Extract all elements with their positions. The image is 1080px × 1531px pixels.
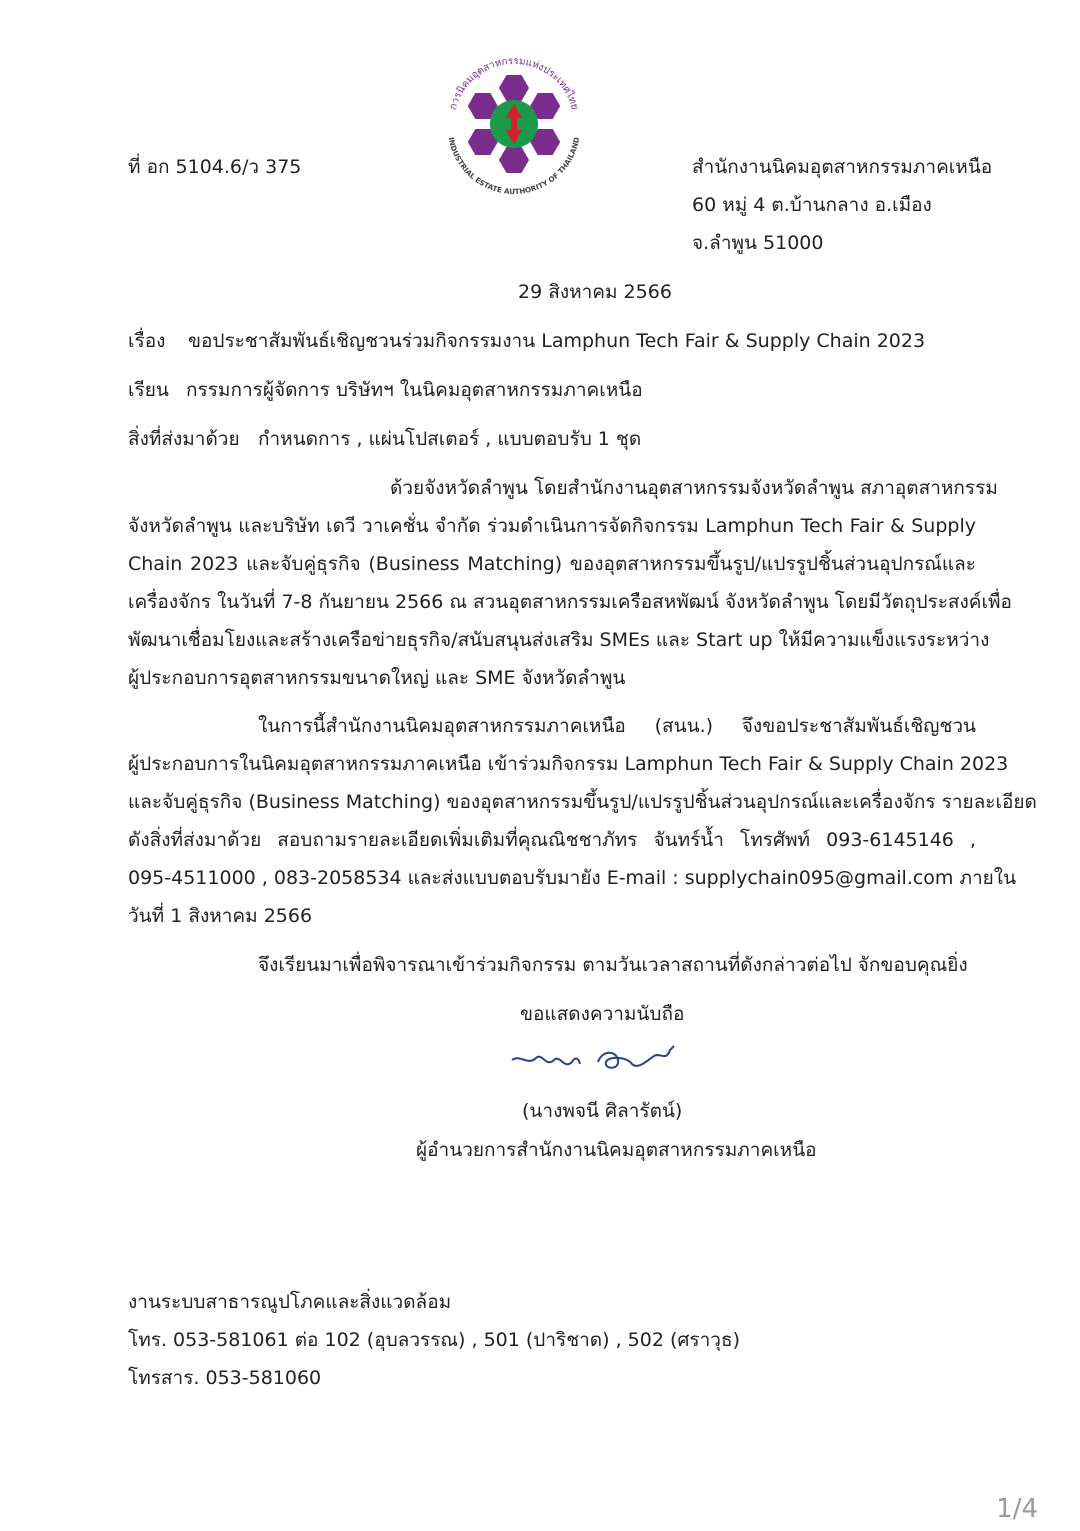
para1-line: พัฒนาเชื่อมโยงและสร้างเครือข่ายธุรกิจ/สนับสนุนส่งเสริม SMEs และ Start up ให้มีความแข็งแรงระหว่าง — [128, 629, 990, 651]
para2-line: ในการนี้สำนักงานนิคมอุตสาหกรรมภาคเหนือ (สนน.) จึงขอประชาสัมพันธ์เชิญชวน — [258, 715, 976, 737]
footer-department: งานระบบสาธารณูปโภคและสิ่งแวดล้อม — [128, 1291, 452, 1313]
para2-line: และจับคู่ธุรกิจ (Business Matching) ของอุตสาหกรรมขึ้นรูป/แปรรูปชิ้นส่วนอุปกรณ์และเครื่องจักร รายละเอียด — [128, 791, 1037, 813]
office-name: สำนักงานนิคมอุตสาหกรรมภาคเหนือ — [692, 156, 993, 178]
logo-text-english: INDUSTRIAL ESTATE AUTHORITY OF THAILAND — [446, 136, 582, 197]
to-label: เรียน — [128, 379, 169, 401]
subject-text: ขอประชาสัมพันธ์เชิญชวนร่วมกิจกรรมงาน Lamphun Tech Fair & Supply Chain 2023 — [188, 330, 926, 352]
subject-label: เรื่อง — [128, 330, 166, 352]
footer-telephone: โทร. 053-581061 ต่อ 102 (อุบลวรรณ) , 501 (ปาริชาด) , 502 (ศราวุธ) — [128, 1329, 740, 1351]
logo-hexagon — [499, 75, 529, 101]
letter-date: 29 สิงหาคม 2566 — [518, 281, 672, 303]
para2-line: 095-4511000 , 083-2058534 และส่งแบบตอบรับมายัง E-mail : supplychain095@gmail.com ภายใน — [128, 867, 1017, 889]
footer-fax: โทรสาร. 053-581060 — [128, 1367, 322, 1389]
para1-line: จังหวัดลำพูน และบริษัท เดวี วาเคชั่น จำกัด ร่วมดำเนินการจัดกิจกรรม Lamphun Tech Fair & Supply — [128, 515, 976, 537]
para2-line: ผู้ประกอบการในนิคมอุตสาหกรรมภาคเหนือ เข้าร่วมกิจกรรม Lamphun Tech Fair & Supply Chain 2023 — [128, 753, 1009, 775]
logo-hexagon — [499, 147, 529, 173]
office-address: 60 หมู่ 4 ต.บ้านกลาง อ.เมือง — [692, 194, 932, 216]
enclosure-label: สิ่งที่ส่งมาด้วย — [128, 428, 240, 450]
signer-position: ผู้อำนวยการสำนักงานนิคมอุตสาหกรรมภาคเหนือ — [416, 1139, 817, 1161]
handwritten-signature — [508, 1040, 684, 1080]
para1-line: เครื่องจักร ในวันที่ 7-8 กันยายน 2566 ณ สวนอุตสาหกรรมเครือสหพัฒน์ จังหวัดลำพูน โดยมีวัตถุประสงค์เพื่อ — [128, 591, 1012, 613]
para2-line: วันที่ 1 สิงหาคม 2566 — [128, 905, 313, 927]
office-province: จ.ลำพูน 51000 — [692, 232, 824, 254]
signer-name: (นางพจนี ศิลารัตน์) — [522, 1100, 683, 1122]
enclosure-text: กำหนดการ , แผ่นโปสเตอร์ , แบบตอบรับ 1 ชุด — [258, 428, 642, 450]
page-indicator: 1/4 — [996, 1494, 1038, 1524]
para2-line: ดังสิ่งที่ส่งมาด้วย สอบถามรายละเอียดเพิ่มเติมที่คุณณิชชาภัทร จันทร์น้ำ โทรศัพท์ 093-6145146 , — [128, 829, 976, 851]
para1-line: Chain 2023 และจับคู่ธุรกิจ (Business Matching) ของอุตสาหกรรมขึ้นรูป/แปรรูปชิ้นส่วนอุปกรณ์และ — [128, 553, 976, 575]
para1-line: ด้วยจังหวัดลำพูน โดยสำนักงานอุตสาหกรรมจังหวัดลำพูน สภาอุตสาหกรรม — [390, 477, 998, 499]
para1-line: ผู้ประกอบการอุตสาหกรรมขนาดใหญ่ และ SME จังหวัดลำพูน — [128, 667, 626, 689]
regards-text: ขอแสดงความนับถือ — [520, 1003, 685, 1025]
to-text: กรรมการผู้จัดการ บริษัทฯ ในนิคมอุตสาหกรรมภาคเหนือ — [186, 379, 643, 401]
logo-text-thai: การนิคมอุตสาหกรรมแห่งประเทศไทย — [447, 55, 581, 112]
closing-text: จึงเรียนมาเพื่อพิจารณาเข้าร่วมกิจกรรม ตามวันเวลาสถานที่ดังกล่าวต่อไป จักขอบคุณยิ่ง — [258, 954, 968, 976]
ieat-logo — [438, 48, 590, 200]
doc-number: ที่ อก 5104.6/ว 375 — [128, 156, 302, 178]
